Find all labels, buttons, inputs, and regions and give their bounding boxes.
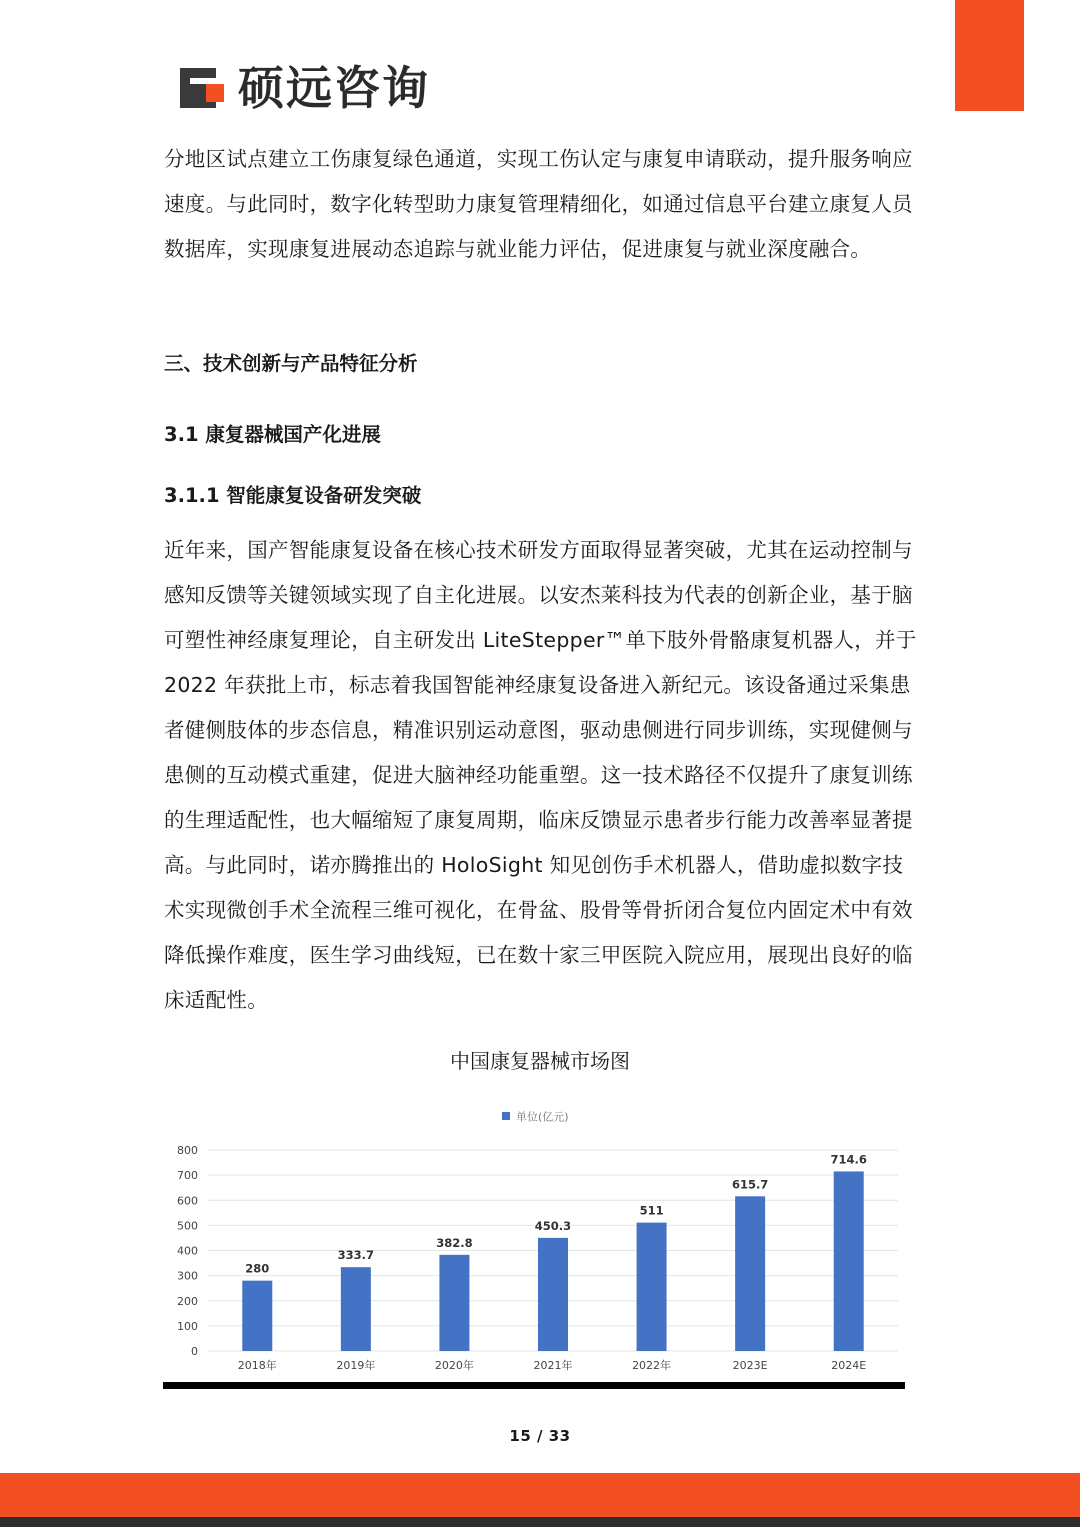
bar [341, 1267, 371, 1351]
data-label: 450.3 [534, 1218, 572, 1233]
data-label: 615.7 [731, 1177, 769, 1192]
y-tick-label: 500 [177, 1219, 198, 1233]
y-tick-label: 0 [191, 1345, 198, 1358]
chart-title: 中国康复器械市场图 [450, 1049, 630, 1073]
y-tick-label: 300 [177, 1269, 198, 1283]
chart-bottom-rule [163, 1382, 905, 1389]
top-accent-bar [955, 0, 1024, 111]
y-tick-label: 700 [177, 1169, 198, 1183]
brand-logo-icon [176, 62, 228, 114]
y-tick-label: 400 [177, 1244, 198, 1258]
data-label: 714.6 [830, 1152, 867, 1167]
brand-name: 硕远咨询 [238, 61, 430, 115]
y-tick-label: 600 [177, 1194, 198, 1208]
legend-swatch [502, 1112, 510, 1120]
subsubsection-heading: 3.1.1 智能康复设备研发突破 [164, 484, 422, 507]
intro-paragraph: 分地区试点建立工伤康复绿色通道，实现工伤认定与康复申请联动，提升服务响应速度。与此同时，数字化转型助力康复管理精细化，如通过信息平台建立康复人员数据库，实现康复进展动态追踪与就业能力评估，促进康复与就业深度融合。 [164, 147, 913, 261]
footer-dark-strip [0, 1517, 1080, 1527]
section-heading: 三、技术创新与产品特征分析 [164, 352, 418, 375]
chart-legend [502, 1111, 569, 1124]
subsection-heading: 3.1 康复器械国产化进展 [164, 423, 381, 446]
data-label: 511 [639, 1203, 664, 1218]
page-number: 15 / 33 [509, 1427, 571, 1445]
y-tick-label: 200 [177, 1294, 198, 1308]
legend-label: 单位(亿元) [516, 1110, 569, 1124]
bar [538, 1238, 568, 1351]
x-tick-label: 2022年 [632, 1359, 672, 1372]
data-label: 382.8 [436, 1235, 473, 1250]
x-tick-label: 2021年 [533, 1359, 573, 1372]
bar [242, 1281, 272, 1351]
x-tick-label: 2018年 [237, 1359, 277, 1372]
bar [735, 1196, 765, 1351]
body-paragraph: 近年来，国产智能康复设备在核心技术研发方面取得显著突破，尤其在运动控制与感知反馈等关键领域实现了自主化进展。以安杰莱科技为代表的创新企业，基于脑可塑性神经康复理论，自主研发出 LiteStepper™单下肢外骨骼康复机器人，并于 2022 年获批上市，标志着我国智能神经康复设备进入新纪元。该设备通过采集患者健侧肢体的步态信息，精准识别运动意图，驱动患侧进行同步训练，实现健侧与患侧的互动模式重建，促进大脑神经功能重塑。这一技术路径不仅提升了康复训练的生理适配性，也大幅缩短了康复周期，临床反馈显示患者步行能力改善率显著提高。与此同时，诺亦腾推出的 HoloSight 知见创伤手术机器人，借助虚拟数字技术实现微创手术全流程三维可视化，在骨盆、股骨等骨折闭合复位内固定术中有效降低操作难度，医生学习曲线短，已在数十家三甲医院入院应用，展现出良好的临床适配性。 [164, 538, 917, 1012]
x-tick-label: 2024E [831, 1359, 867, 1372]
bar [439, 1255, 469, 1351]
x-tick-label: 2019年 [336, 1359, 376, 1372]
data-label: 280 [245, 1261, 270, 1276]
market-bar-chart [160, 1100, 910, 1392]
x-tick-label: 2023E [732, 1359, 768, 1372]
y-tick-label: 100 [177, 1319, 198, 1333]
bar [637, 1223, 667, 1351]
y-tick-label: 800 [177, 1144, 198, 1157]
x-tick-label: 2020年 [434, 1359, 474, 1372]
footer-accent-bar [0, 1473, 1080, 1517]
chart-bars [242, 1171, 863, 1351]
data-label: 333.7 [337, 1248, 375, 1263]
bar [834, 1171, 864, 1351]
brand-logo [176, 60, 430, 116]
